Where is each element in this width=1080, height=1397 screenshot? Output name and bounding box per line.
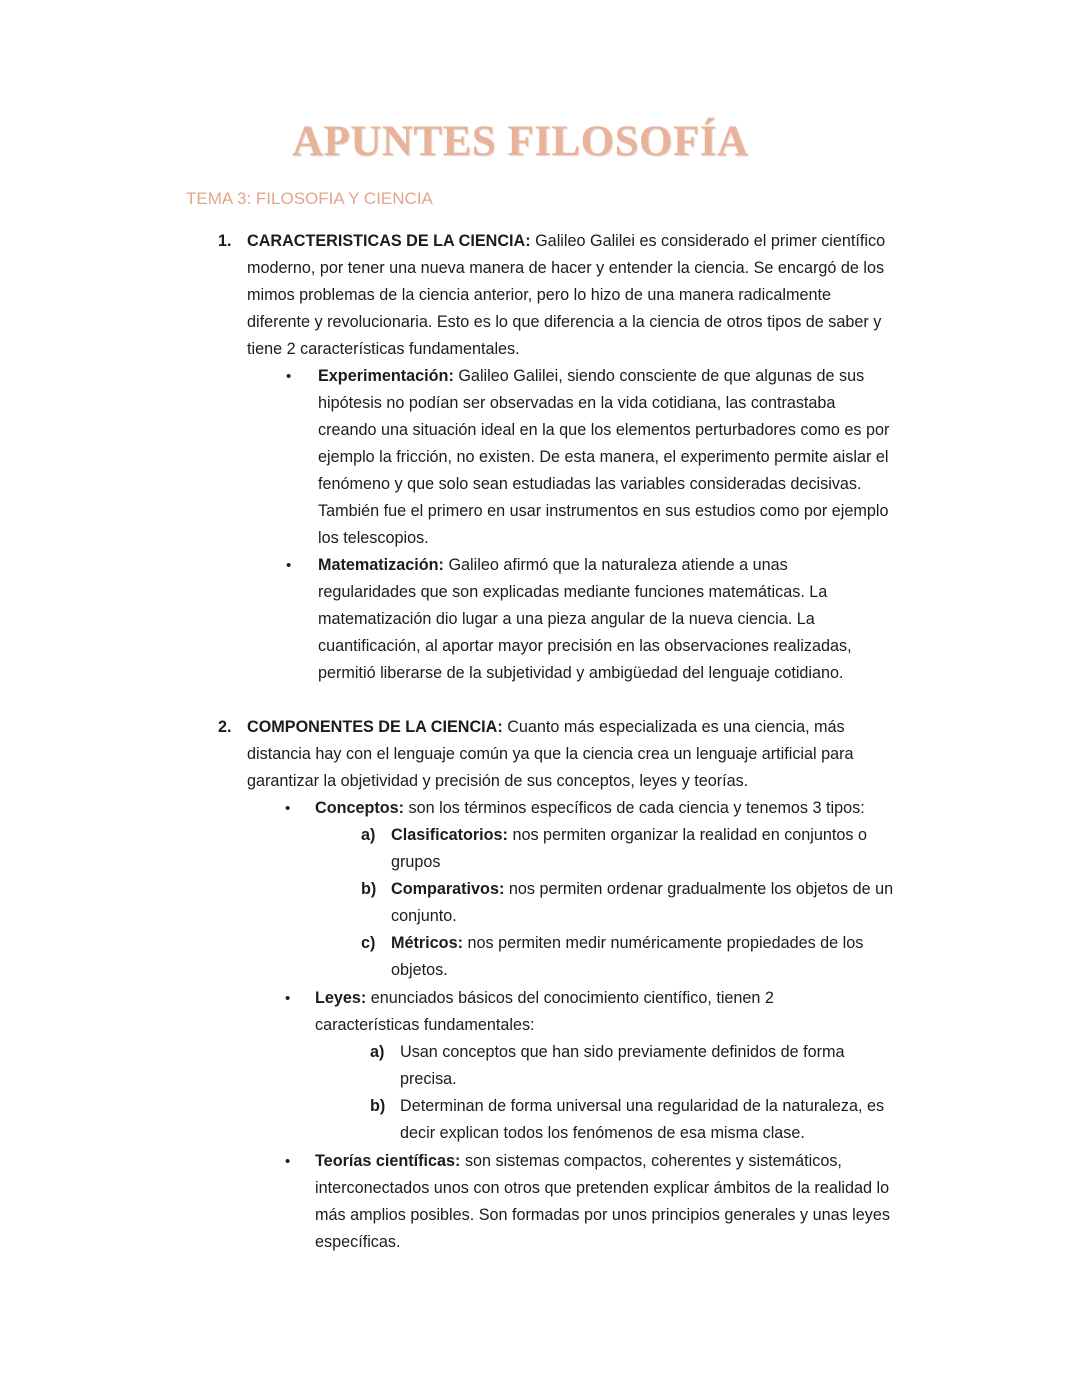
section-1-text: Galileo Galilei es considerado el primer científico moderno, por tener una nueva manera de hacer y entender la ciencia. Se encargó de los mimos problemas de la ciencia anterior, pero lo hizo de una manera radicalmente diferente y revolucionaria. Esto es lo que diferencia a la ciencia de otros tipos de saber y tiene 2 características fundamentales. [247,232,886,358]
conceptos-term: Conceptos: [315,799,405,817]
leyes-term: Leyes: [315,989,367,1007]
section-heading: TEMA 3: FILOSOFIA Y CIENCIA [186,189,433,208]
metricos-term: Métricos: [391,934,463,952]
bullet-experimentacion: • [286,368,292,385]
section-1-paragraph [247,228,897,363]
clasificatorios-item [391,822,896,876]
section-2-number: 2. [218,718,232,736]
metricos-item [391,930,896,984]
section-2-heading: COMPONENTES DE LA CIENCIA: [247,718,503,736]
section-1-heading: CARACTERISTICAS DE LA CIENCIA: [247,232,531,250]
teorias-text: son sistemas compactos, coherentes y sistemáticos, interconectados unos con otros que pretenden explicar ámbitos de la realidad lo más amplios posibles. Son formadas por unos principios generales y unas leyes específicas. [315,1152,890,1251]
section-2-paragraph [247,714,897,795]
comparativos-term: Comparativos: [391,880,505,898]
comparativos-text: nos permiten ordenar gradualmente los objetos de un conjunto. [391,880,894,925]
teorias-item [315,1148,895,1256]
leyes-a-marker: a) [370,1043,385,1061]
clasificatorios-text: nos permiten organizar la realidad en conjuntos o grupos [391,826,867,871]
leyes-a-item: Usan conceptos que han sido previamente definidos de forma precisa. [400,1043,845,1088]
bullet-teorias: • [285,1153,291,1170]
comparativos-marker: b) [361,880,377,898]
teorias-term: Teorías científicas: [315,1152,461,1170]
bullet-leyes: • [285,990,291,1007]
page-title: APUNTES FILOSOFÍA [292,118,749,165]
metricos-marker: c) [361,934,376,952]
leyes-b-marker: b) [370,1097,386,1115]
clasificatorios-term: Clasificatorios: [391,826,508,844]
conceptos-text: son los términos específicos de cada ciencia y tenemos 3 tipos: [408,799,865,817]
leyes-text: enunciados básicos del conocimiento científico, tienen 2 características fundamentales: [315,989,774,1034]
leyes-item [315,985,810,1039]
comparativos-item [391,876,896,930]
matematizacion-text: Galileo afirmó que la naturaleza atiende a unas regularidades que son explicadas mediante funciones matemáticas. La matematización dio lugar a una pieza angular de la nueva ciencia. La cuantificación, al aportar mayor precisión en las observaciones realizadas, permitió liberarse de la subjetividad y ambigüedad del lenguaje cotidiano. [318,556,852,682]
leyes-b-item: Determinan de forma universal una regularidad de la naturaleza, es decir explican todos los fenómenos de esa misma clase. [400,1097,885,1142]
section-2-text: Cuanto más especializada es una ciencia, más distancia hay con el lenguaje común ya que la ciencia crea un lenguaje artificial para garantizar la objetividad y precisión de sus conceptos, leyes y teorías. [247,718,854,790]
experimentacion-text: Galileo Galilei, siendo consciente de que algunas de sus hipótesis no podían ser observadas en la vida cotidiana, las contrastaba creando una situación ideal en la que los elementos perturbadores como es por ejemplo la fricción, no existen. De esta manera, el experimento permite aislar el fenómeno y que solo sean estudiadas las variables consideradas decisivas. También fue el primero en usar instrumentos en sus estudios como por ejemplo los telescopios. [318,367,890,547]
conceptos-item [315,795,895,822]
experimentacion-term: Experimentación: [318,367,454,385]
matematizacion-term: Matematización: [318,556,444,574]
clasificatorios-marker: a) [361,826,376,844]
bullet-matematizacion: • [286,557,292,574]
section-1-number: 1. [218,232,232,250]
experimentacion-item [318,363,890,552]
metricos-text: nos permiten medir numéricamente propiedades de los objetos. [391,934,864,979]
matematizacion-item [318,552,890,687]
bullet-conceptos: • [285,800,291,817]
